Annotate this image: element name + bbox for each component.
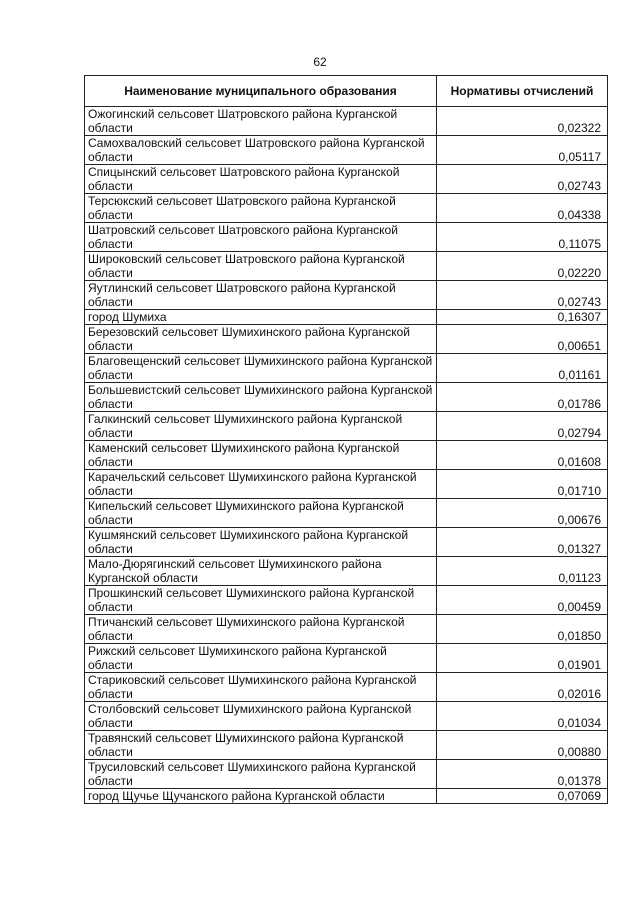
table-row — [85, 107, 608, 136]
deduction-norm: 0,07069 — [437, 789, 608, 804]
municipality-name: Рижский сельсовет Шумихинского района Курганской области — [85, 644, 437, 673]
table-row — [85, 731, 608, 760]
table-row — [85, 194, 608, 223]
municipality-name: Трусиловский сельсовет Шумихинского района Курганской области — [85, 760, 437, 789]
column-header-value: Нормативы отчислений — [437, 76, 608, 107]
deduction-norm: 0,11075 — [437, 223, 608, 252]
table-row — [85, 165, 608, 194]
deduction-norm: 0,01901 — [437, 644, 608, 673]
municipality-name: Птичанский сельсовет Шумихинского района Курганской области — [85, 615, 437, 644]
deduction-norm: 0,02016 — [437, 673, 608, 702]
deduction-norm: 0,00459 — [437, 586, 608, 615]
deduction-norm: 0,01850 — [437, 615, 608, 644]
table-row — [85, 354, 608, 383]
table-row — [85, 586, 608, 615]
deduction-norm: 0,02322 — [437, 107, 608, 136]
municipality-name: Мало-Дюрягинский сельсовет Шумихинского района Курганской области — [85, 557, 437, 586]
deduction-norm: 0,16307 — [437, 310, 608, 325]
deduction-norm: 0,02794 — [437, 412, 608, 441]
municipality-name: Шатровский сельсовет Шатровского района Курганской области — [85, 223, 437, 252]
table-row — [85, 136, 608, 165]
page-number: 62 — [313, 55, 327, 69]
table-row — [85, 470, 608, 499]
deduction-norm: 0,05117 — [437, 136, 608, 165]
table-row — [85, 310, 608, 325]
municipality-name: Столбовский сельсовет Шумихинского района Курганской области — [85, 702, 437, 731]
deduction-norm: 0,01161 — [437, 354, 608, 383]
deduction-norm: 0,02220 — [437, 252, 608, 281]
table-row — [85, 223, 608, 252]
deduction-norm: 0,01327 — [437, 528, 608, 557]
municipality-name: Березовский сельсовет Шумихинского района Курганской области — [85, 325, 437, 354]
deduction-norm: 0,01378 — [437, 760, 608, 789]
table-row — [85, 325, 608, 354]
municipality-name: город Шумиха — [85, 310, 437, 325]
deduction-norm: 0,01786 — [437, 383, 608, 412]
norms-table — [84, 75, 608, 804]
deduction-norm: 0,01608 — [437, 441, 608, 470]
table-row — [85, 644, 608, 673]
municipality-name: Травянский сельсовет Шумихинского района Курганской области — [85, 731, 437, 760]
deduction-norm: 0,02743 — [437, 165, 608, 194]
table-row — [85, 252, 608, 281]
municipality-name: Кипельский сельсовет Шумихинского района Курганской области — [85, 499, 437, 528]
municipality-name: Терсюкский сельсовет Шатровского района Курганской области — [85, 194, 437, 223]
deduction-norm: 0,04338 — [437, 194, 608, 223]
municipality-name: Кушмянский сельсовет Шумихинского района Курганской области — [85, 528, 437, 557]
municipality-name: Стариковский сельсовет Шумихинского района Курганской области — [85, 673, 437, 702]
deduction-norm: 0,01034 — [437, 702, 608, 731]
table-row — [85, 615, 608, 644]
table-row — [85, 789, 608, 804]
table-row — [85, 760, 608, 789]
municipality-name: Спицынский сельсовет Шатровского района Курганской области — [85, 165, 437, 194]
deduction-norm: 0,00676 — [437, 499, 608, 528]
municipality-name: Широковский сельсовет Шатровского района Курганской области — [85, 252, 437, 281]
deduction-norm: 0,02743 — [437, 281, 608, 310]
table-row — [85, 383, 608, 412]
municipality-name: Прошкинский сельсовет Шумихинского района Курганской области — [85, 586, 437, 615]
column-header-name: Наименование муниципального образования — [85, 76, 437, 107]
table-row — [85, 528, 608, 557]
table-row — [85, 557, 608, 586]
municipality-name: Яутлинский сельсовет Шатровского района Курганской области — [85, 281, 437, 310]
municipality-name: Благовещенский сельсовет Шумихинского района Курганской области — [85, 354, 437, 383]
table-row — [85, 673, 608, 702]
deduction-norm: 0,01710 — [437, 470, 608, 499]
table-row — [85, 281, 608, 310]
municipality-name: Ожогинский сельсовет Шатровского района Курганской области — [85, 107, 437, 136]
municipality-name: Большевистский сельсовет Шумихинского района Курганской области — [85, 383, 437, 412]
municipality-name: Галкинский сельсовет Шумихинского района Курганской области — [85, 412, 437, 441]
deduction-norm: 0,00651 — [437, 325, 608, 354]
table-header-row — [85, 76, 608, 107]
table-row — [85, 412, 608, 441]
table-row — [85, 499, 608, 528]
municipality-name: Самохваловский сельсовет Шатровского района Курганской области — [85, 136, 437, 165]
deduction-norm: 0,00880 — [437, 731, 608, 760]
municipality-name: Каменский сельсовет Шумихинского района Курганской области — [85, 441, 437, 470]
municipality-name: город Щучье Щучанского района Курганской области — [85, 789, 437, 804]
municipality-name: Карачельский сельсовет Шумихинского района Курганской области — [85, 470, 437, 499]
table-row — [85, 702, 608, 731]
deduction-norm: 0,01123 — [437, 557, 608, 586]
table-row — [85, 441, 608, 470]
table-body — [85, 107, 608, 804]
